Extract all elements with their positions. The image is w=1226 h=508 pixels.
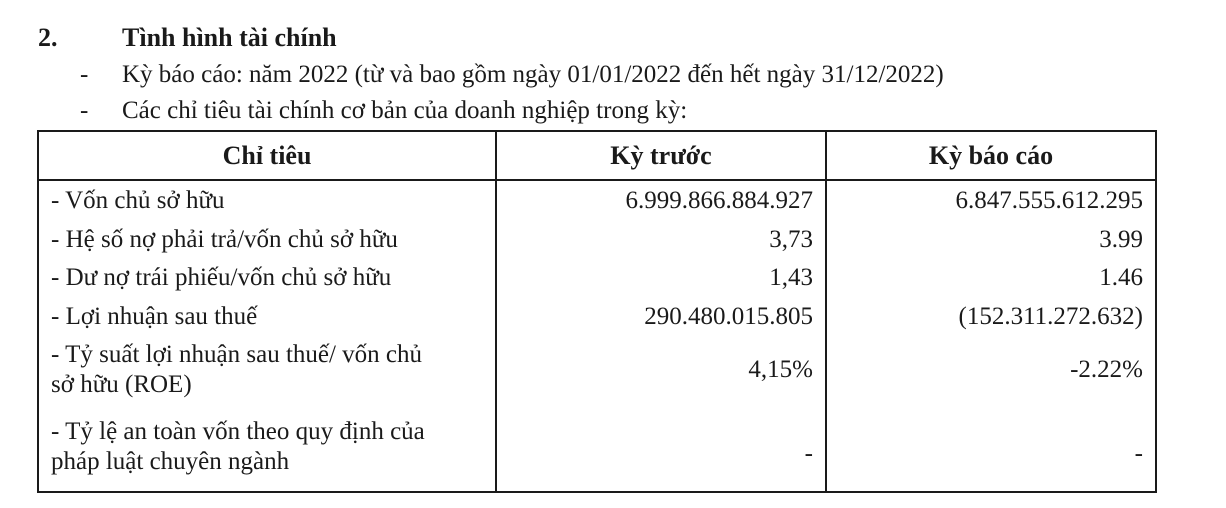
section-number: 2. [38,23,58,52]
row-label [38,337,496,403]
row-label: - Hệ số nợ phải trả/vốn chủ sở hữu [38,221,496,259]
previous-value: 4,15% [496,337,826,403]
current-value: 3.99 [826,221,1156,259]
table-row [38,337,1156,403]
table-row [38,403,1156,492]
current-value: 1.46 [826,259,1156,297]
header-previous-period: Kỳ trước [496,131,826,180]
bullet-text: Kỳ báo cáo: năm 2022 (từ và bao gồm ngày 01/01/2022 đến hết ngày 31/12/2022) [122,61,944,88]
previous-value: - [496,403,826,492]
bullet-dash: - [80,97,89,124]
previous-value: 290.480.015.805 [496,297,826,337]
previous-value: 1,43 [496,259,826,297]
table-header-row [38,131,1156,180]
row-label: - Dư nợ trái phiếu/vốn chủ sở hữu [38,259,496,297]
previous-value: 6.999.866.884.927 [496,180,826,221]
current-value: -2.22% [826,337,1156,403]
row-label: - Lợi nhuận sau thuế [38,297,496,337]
financial-indicators-table [37,130,1157,493]
previous-value: 3,73 [496,221,826,259]
table-row [38,180,1156,221]
header-indicator: Chỉ tiêu [38,131,496,180]
table-row [38,259,1156,297]
bullet-text: Các chỉ tiêu tài chính cơ bản của doanh nghiệp trong kỳ: [122,97,688,124]
section-title: Tình hình tài chính [122,23,337,52]
header-reporting-period: Kỳ báo cáo [826,131,1156,180]
current-value: 6.847.555.612.295 [826,180,1156,221]
bullet-dash: - [80,61,89,88]
row-label-line: pháp luật chuyên ngành [51,448,290,475]
current-value: - [826,403,1156,492]
current-value: (152.311.272.632) [826,297,1156,337]
row-label-line: - Tỷ suất lợi nhuận sau thuế/ vốn chủ [51,341,423,368]
row-label: - Vốn chủ sở hữu [38,180,496,221]
table-row [38,221,1156,259]
row-label [38,403,496,492]
table-row [38,297,1156,337]
row-label-line: - Tỷ lệ an toàn vốn theo quy định của [51,418,425,445]
row-label-line: sở hữu (ROE) [51,371,192,398]
